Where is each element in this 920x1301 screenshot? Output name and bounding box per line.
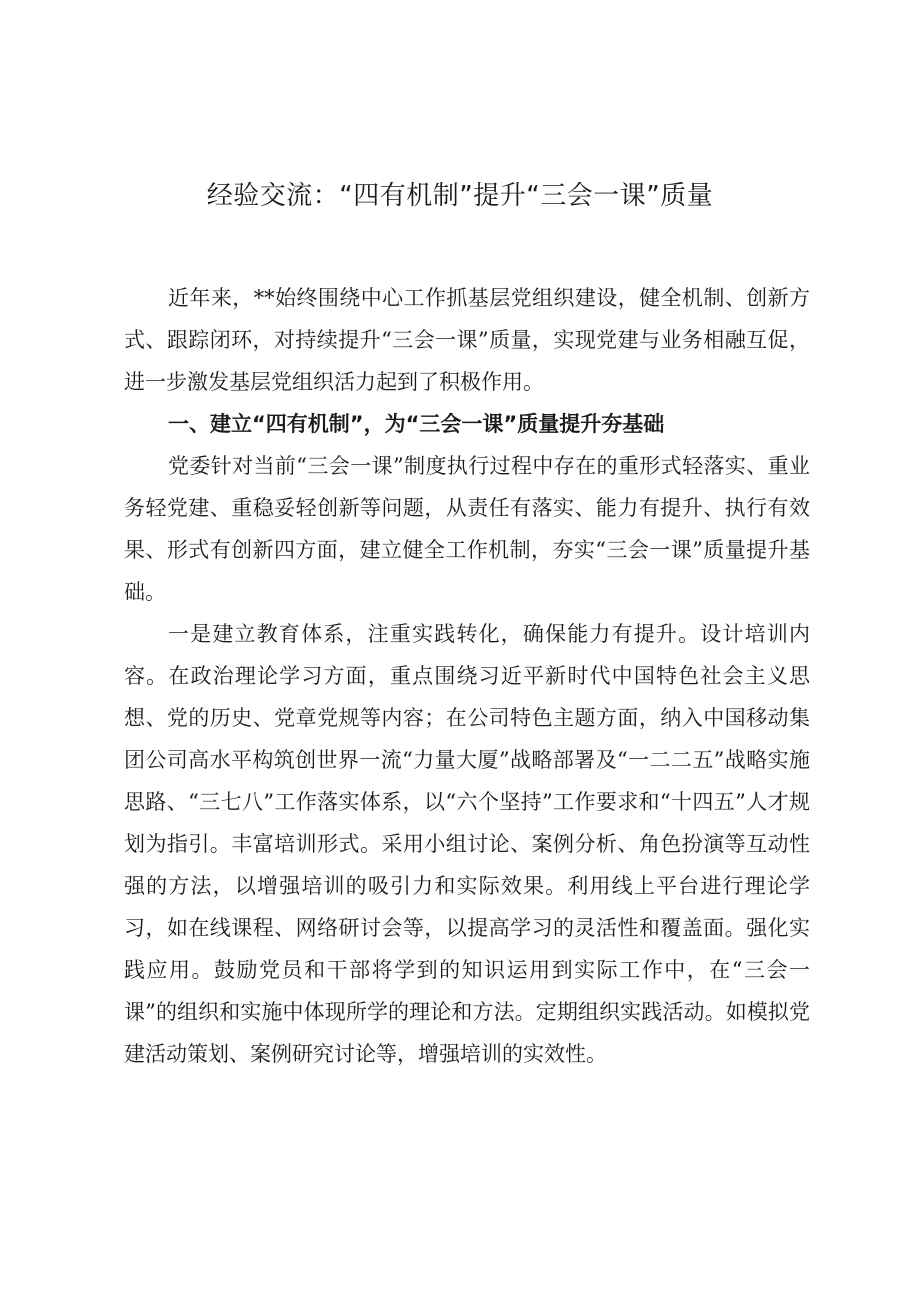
section-paragraph-1: 党委针对当前“三会一课”制度执行过程中存在的重形式轻落实、重业务轻党建、重稳妥轻创新等问题，从责任有落实、能力有提升、执行有效果、形式有创新四方面，建立健全工作机制，夯实“三会一课”质量提升基础。 — [124, 454, 810, 604]
intro-paragraph: 近年来，**始终围绕中心工作抓基层党组织建设，健全机制、创新方式、跟踪闭环，对持续提升“三会一课”质量，实现党建与业务相融互促，进一步激发基层党组织活力起到了积极作用。 — [124, 286, 810, 394]
section-paragraph-2: 一是建立教育体系，注重实践转化，确保能力有提升。设计培训内容。在政治理论学习方面，重点围绕习近平新时代中国特色社会主义思想、党的历史、党章党规等内容；在公司特色主题方面，纳入中国移动集团公司高水平构筑创世界一流“力量大厦”战略部署及“一二二五”战略实施思路、“三七八”工作落实体系，以“六个坚持”工作要求和“十四五”人才规划为指引。丰富培训形式。采用小组讨论、案例分析、角色扮演等互动性强的方法，以增强培训的吸引力和实际效果。利用线上平台进行理论学习，如在线课程、网络研讨会等，以提高学习的灵活性和覆盖面。强化实践应用。鼓励党员和干部将学到的知识运用到实际工作中，在“三会一课”的组织和实施中体现所学的理论和方法。定期组织实践活动。如模拟党建活动策划、案例研究讨论等，增强培训的实效性。 — [124, 622, 810, 1066]
section-heading: 一、建立“四有机制”，为“三会一课”质量提升夯基础 — [168, 412, 665, 436]
document-title: 经验交流：“四有机制”提升“三会一课”质量 — [206, 181, 714, 211]
